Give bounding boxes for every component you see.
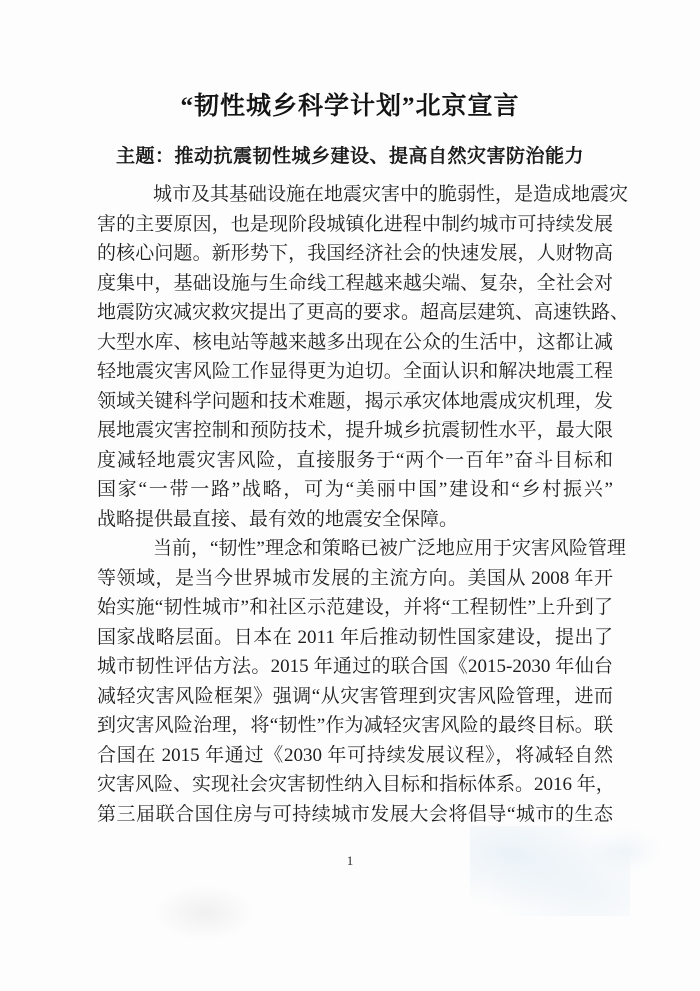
- document-body: [97, 180, 630, 829]
- text-line: 第三届联合国住房与可持续城市发展大会将倡导“城市的生态: [97, 803, 613, 825]
- text-line: 等领域，是当今世界城市发展的主流方向。美国从 2008 年开: [97, 567, 613, 589]
- text-line: 国家战略层面。日本在 2011 年后推动韧性国家建设，提出了: [97, 626, 613, 648]
- text-line: 地震防灾减灾救灾提出了更高的要求。超高层建筑、高速铁路、: [97, 302, 630, 323]
- text-line: 城市韧性评估方法。2015 年通过的联合国《2015-2030 年仙台: [97, 656, 613, 677]
- text-line: 度集中，基础设施与生命线工程越来越尖端、复杂，全社会对: [97, 272, 613, 294]
- text-line: 国家“一带一路”战略，可为“美丽中国”建设和“乡村振兴”: [97, 479, 613, 500]
- text-line: 灾害风险、实现社会灾害韧性纳入目标和指标体系。2016 年，: [97, 774, 615, 795]
- scan-smudge: [150, 883, 260, 943]
- text-line: 战略提供最直接、最有效的地震安全保障。: [97, 508, 459, 530]
- text-line: 度减轻地震灾害风险，直接服务于“两个一百年”奋斗目标和: [97, 449, 613, 471]
- text-line: 始实施“韧性城市”和社区示范建设，并将“工程韧性”上升到了: [97, 597, 613, 618]
- text-line: 的核心问题。新形势下，我国经济社会的快速发展，人财物高: [97, 243, 613, 264]
- document-theme-line: 主题：推动抗震韧性城乡建设、提高自然灾害防治能力: [115, 146, 584, 167]
- text-line: 领域关键科学问题和技术难题，揭示承灾体地震成灾机理，发: [97, 390, 613, 412]
- text-line: 到灾害风险治理，将“韧性”作为减轻灾害风险的最终目标。联: [97, 715, 613, 736]
- text-line: 大型水库、核电站等越来越多出现在公众的生活中，这都让减: [97, 331, 613, 353]
- page-title: “韧性城乡科学计划”北京宣言: [180, 93, 520, 120]
- text-line: 害的主要原因，也是现阶段城镇化进程中制约城市可持续发展: [97, 213, 613, 235]
- text-line: 展地震灾害控制和预防技术，提升城乡抗震韧性水平，最大限: [97, 420, 613, 441]
- text-line: 合国在 2015 年通过《2030 年可持续发展议程》，将减轻自然: [97, 744, 613, 766]
- text-line: 城市及其基础设施在地震灾害中的脆弱性，是造成地震灾: [153, 184, 629, 205]
- page-number: 1: [346, 853, 354, 868]
- text-line: 当前，“韧性”理念和策略已被广泛地应用于灾害风险管理: [153, 538, 626, 559]
- text-line: 减轻灾害风险框架》强调“从灾害管理到灾害风险管理，进而: [97, 685, 613, 707]
- text-line: 轻地震灾害风险工作显得更为迫切。全面认识和解决地震工程: [97, 361, 613, 382]
- scan-smudge: [470, 826, 630, 916]
